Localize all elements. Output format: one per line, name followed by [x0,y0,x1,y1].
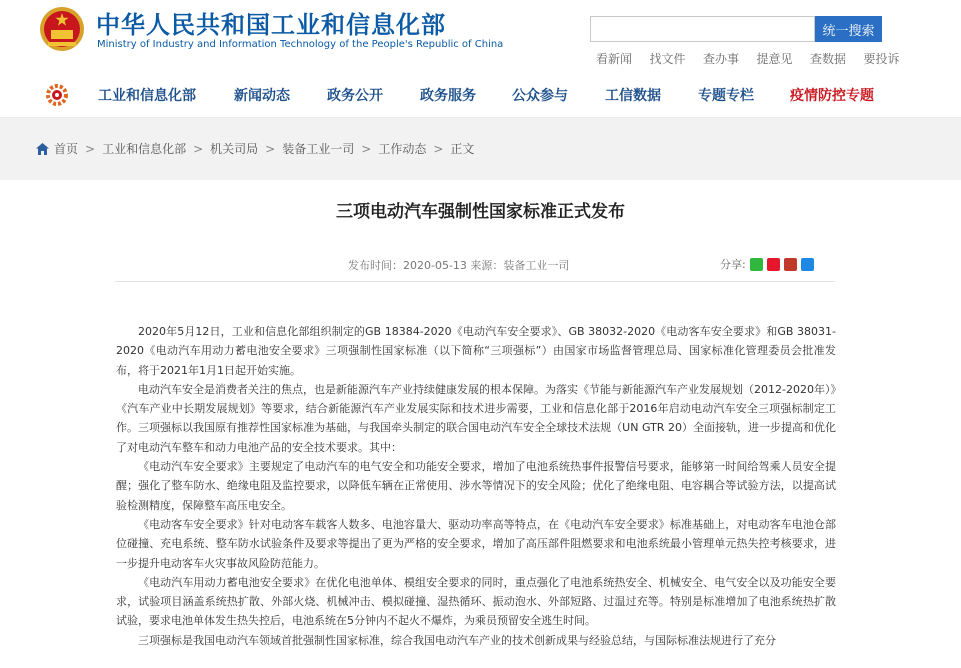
breadcrumb-bar [0,118,961,180]
share-bar [720,256,814,272]
article-paragraph: 电动汽车安全是消费者关注的焦点，也是新能源汽车产业持续健康发展的根本保障。为落实《节能与新能源汽车产业发展规划（2012-2020年）》《汽车产业中长期发展规划》等要求，结合新能源汽车产业发展实际和技术进步需要，工业和信息化部于2016年启动电动汽车安全三项强标制定工作。三项强标以我国原有推荐性国家标准为基础，与我国牵头制定的联合国电动汽车安全全球技术法规（UN GTR 20）全面接轨，进一步提高和优化了对电动汽车整车和动力电池产品的安全技术要求。其中： [116,382,836,454]
breadcrumb-separator: > [433,141,444,156]
breadcrumb-home[interactable]: 首页 [54,142,79,156]
main-nav [0,72,961,118]
breadcrumb-separator: > [361,141,372,156]
qq-icon[interactable] [801,258,814,271]
weibo-icon[interactable] [767,258,780,271]
breadcrumb-departments[interactable]: 机关司局 [210,142,259,156]
share-label: 分享: [720,258,746,271]
article-paragraph: 三项强标是我国电动汽车领域首批强制性国家标准，综合我国电动汽车产业的技术创新成果与经验总结，与国际标准法规进行了充分 [138,633,776,647]
breadcrumb-separator: > [193,141,204,156]
breadcrumb-work-news[interactable]: 工作动态 [378,142,427,156]
nav-item-participation[interactable]: 公众参与 [512,88,568,104]
home-icon [36,143,49,155]
article-paragraph: 《电动汽车用动力蓄电池安全要求》在优化电池单体、模组安全要求的同时，重点强化了电池系统热安全、机械安全、电气安全以及功能安全要求，试验项目涵盖系统热扩散、外部火烧、机械冲击、模拟碰撞、湿热循环、振动泡水、外部短路、过温过充等。特别是标准增加了电池系统热扩散试验，要求电池单体发生热失控后，电池系统在5分钟内不起火不爆炸，为乘员预留安全逃生时间。 [116,575,836,628]
article-paragraph: 2020年5月12日，工业和信息化部组织制定的GB 18384-2020《电动汽车安全要求》、GB 38032-2020《电动客车安全要求》和GB 38031-2020《电动汽车用动力蓄电池安全要求》三项强制性国家标准（以下简称“三项强标”）由国家市场监督管理总局、国家标准化管理委员会批准发布，将于2021年1月1日起开始实施。 [116,325,836,377]
site-title[interactable]: 中华人民共和国工业和信息化部 [96,11,446,39]
quicklink-news[interactable]: 看新闻 [596,52,633,66]
nav-item-data[interactable]: 工信数据 [605,88,661,104]
quicklink-complaint[interactable]: 要投诉 [863,52,900,66]
quicklink-services[interactable]: 查办事 [703,52,740,66]
article-meta: 发布时间：2020-05-13 来源：装备工业一司 [348,259,570,272]
breadcrumb-current: 正文 [450,142,475,156]
gear-logo-icon [46,84,68,106]
article-body [116,322,836,650]
site-header [0,0,961,70]
nav-item-public-affairs[interactable]: 政务公开 [327,88,383,104]
nav-item-services[interactable]: 政务服务 [420,88,476,104]
search-button[interactable]: 统一搜索 [815,16,882,42]
quicklink-feedback[interactable]: 提意见 [756,52,793,66]
wechat-icon[interactable] [750,258,763,271]
article-paragraph: 《电动汽车安全要求》主要规定了电动汽车的电气安全和功能安全要求，增加了电池系统热事件报警信号要求，能够第一时间给驾乘人员安全提醒；强化了整车防水、绝缘电阻及监控要求，以降低车辆在正常使用、涉水等情况下的安全风险；优化了绝缘电阻、电容耦合等试验方法，以提高试验检测精度，保障整车高压电安全。 [116,460,836,512]
quicklinks [596,50,917,67]
breadcrumb-separator: > [265,141,276,156]
nav-item-miit[interactable]: 工业和信息化部 [98,88,196,104]
pdf-icon[interactable] [784,258,797,271]
breadcrumb-equipment-dept[interactable]: 装备工业一司 [282,142,355,156]
site-subtitle: Ministry of Industry and Information Technology of the People's Republic of China [97,39,504,50]
article-title: 三项电动汽车强制性国家标准正式发布 [336,202,625,222]
article-paragraph: 《电动客车安全要求》针对电动客车载客人数多、电池容量大、驱动功率高等特点，在《电动汽车安全要求》标准基础上，对电动客车电池仓部位碰撞、充电系统、整车防水试验条件及要求等提出了更为严格的安全要求，增加了高压部件阻燃要求和电池系统最小管理单元热失控考核要求，进一步提升电动客车火灾事故风险防范能力。 [116,517,836,570]
quicklink-data[interactable]: 查数据 [810,52,847,66]
national-emblem-icon[interactable] [38,4,86,54]
breadcrumb-separator: > [85,141,96,156]
quicklink-files[interactable]: 找文件 [649,52,686,66]
nav-item-topics[interactable]: 专题专栏 [698,88,754,104]
breadcrumb-miit[interactable]: 工业和信息化部 [102,142,187,156]
breadcrumb [36,140,474,157]
nav-item-epidemic[interactable]: 疫情防控专题 [790,88,874,104]
search-input[interactable] [590,16,815,42]
nav-item-news[interactable]: 新闻动态 [234,88,290,104]
divider [115,281,835,282]
